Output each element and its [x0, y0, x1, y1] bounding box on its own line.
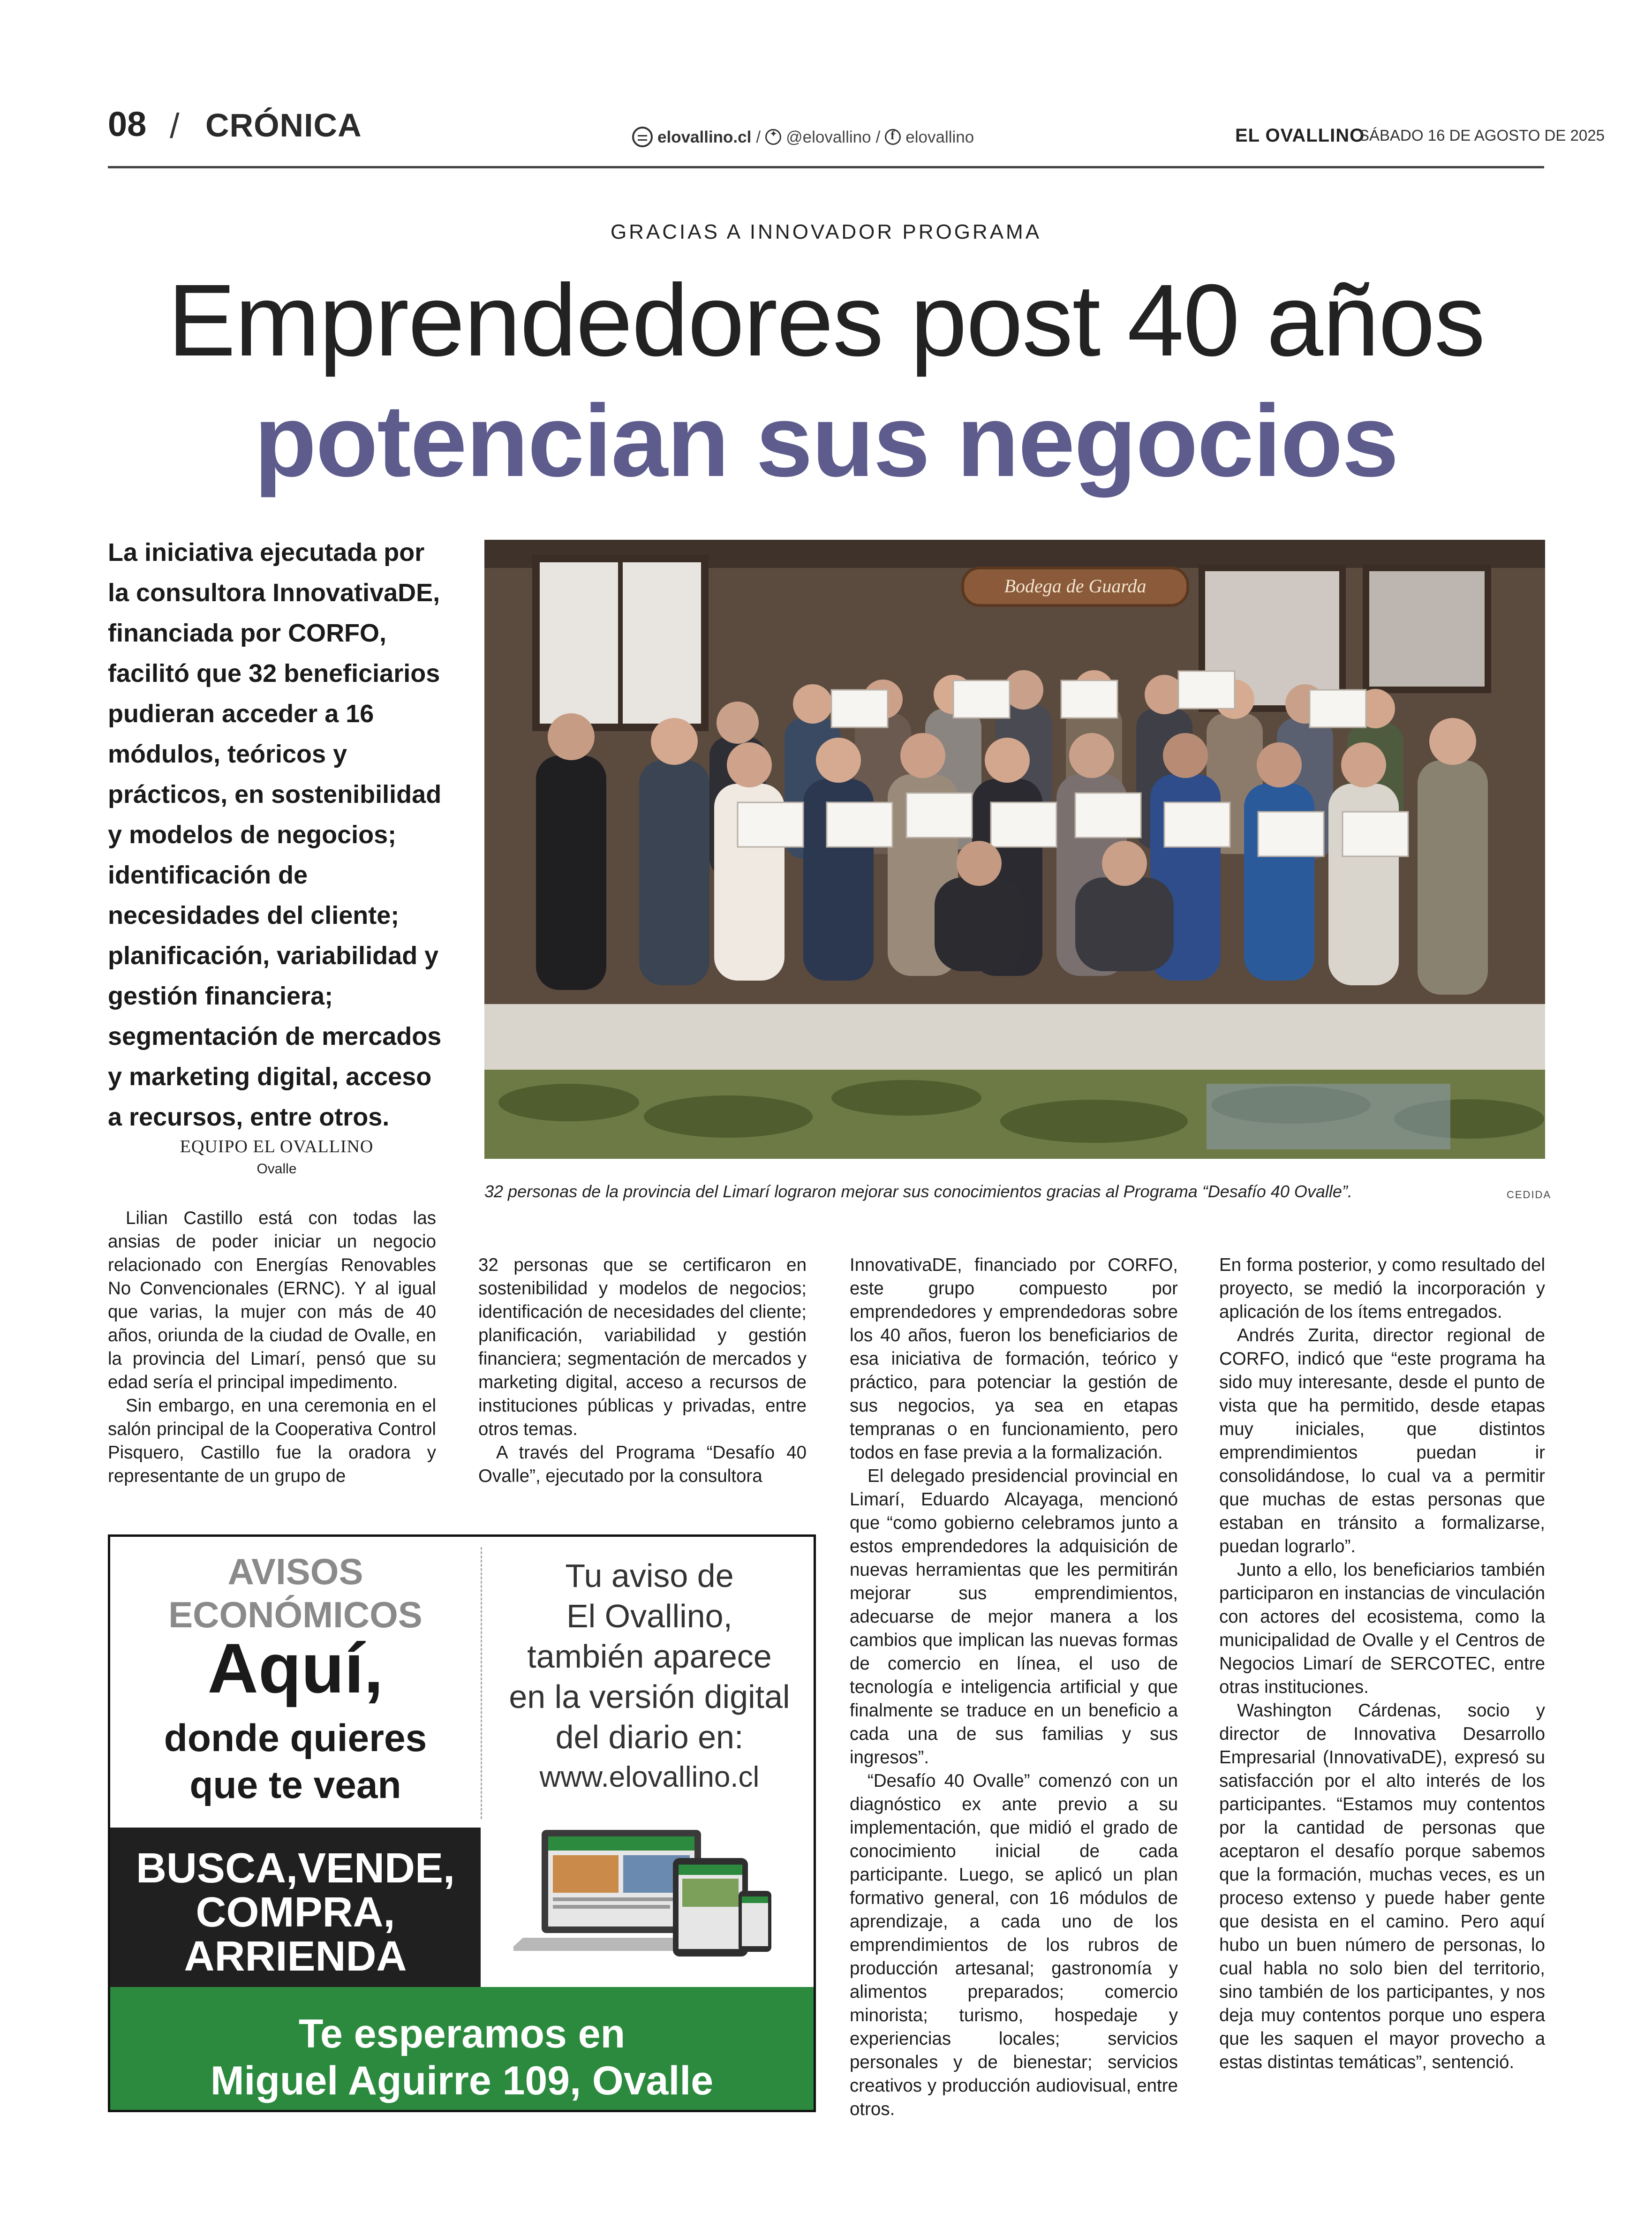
body-paragraph: Andrés Zurita, director regional de CORFO, indicó que “este programa ha sido muy interesante, desde el punto de vista que ha permitido, desde etapas muy iniciales, que distintos emprendimientos puedan ir consolidándose, lo cual va a permitir que muchas de estas personas que estaban en tránsito a formalizarse, puedan lograrlo”.	[1219, 1325, 1545, 1556]
classifieds-ad	[108, 1534, 816, 2112]
masthead: EL OVALLINO	[1235, 125, 1365, 146]
kicker: GRACIAS A INNOVADOR PROGRAMA	[610, 220, 1042, 243]
social-separator: /	[756, 128, 761, 146]
body-column-3	[850, 1254, 1178, 2121]
ad-subtitle-line: donde quieres	[164, 1717, 427, 1760]
body-column-1	[108, 1207, 436, 1488]
byline: EQUIPO EL OVALLINO	[180, 1137, 374, 1156]
page-number: 08	[108, 105, 147, 144]
ad-black-panel	[110, 1828, 481, 1987]
ad-right-line: El Ovallino,	[566, 1598, 733, 1634]
body-paragraph: 32 personas que se certificaron en sostenibilidad y modelos de negocios; identificación de necesidades del cliente; planificación, variabilidad y gestión financiera; segmentación de mercados y marketing digital, acceso a recursos de instituciones públicas y privadas, entre otros temas.	[478, 1255, 807, 1439]
dateline-place: Ovalle	[256, 1161, 297, 1177]
photo-caption: 32 personas de la provincia del Limarí lograron mejorar sus conocimientos gracias al Programa “Desafío 40 Ovalle”.	[484, 1182, 1352, 1201]
ad-subtitle	[110, 1715, 481, 1809]
social-separator: /	[875, 128, 881, 146]
ad-title	[110, 1550, 481, 1636]
facebook-handle[interactable]: elovallino	[905, 128, 974, 146]
social-links	[632, 127, 974, 147]
ad-right-panel	[485, 1556, 814, 1798]
ad-right-line: Tu aviso de	[565, 1557, 734, 1594]
headline-line-1: Emprendedores post 40 años	[167, 264, 1485, 378]
body-paragraph: A través del Programa “Desafío 40 Ovalle”, ejecutado por la consultora	[478, 1443, 807, 1486]
facebook-icon	[885, 129, 901, 145]
body-paragraph: Sin embargo, en una ceremonia en el salón principal de la Cooperativa Control Pisquero, Castillo fue la oradora y representante de un grupo de	[108, 1396, 436, 1486]
lead-paragraph: La iniciativa ejecutada por la consultora InnovativaDE, financiada por CORFO, facilitó que 32 beneficiarios pudieran acceder a 16 módulos, teóricos y prácticos, en sostenibilidad y modelos de negocios; identificación de necesidades del cliente; planificación, variabilidad y gestión financiera; segmentación de mercados y marketing digital, acceso a recursos, entre otros.	[108, 538, 442, 1131]
ad-subtitle-line: que te vean	[189, 1764, 401, 1806]
devices-illustration	[513, 1825, 776, 1968]
ad-url[interactable]: www.elovallino.cl	[539, 1761, 760, 1793]
headline-line-2: potencian sus negocios	[254, 384, 1398, 498]
body-column-4	[1219, 1254, 1545, 2074]
section-name: CRÓNICA	[205, 107, 362, 144]
body-paragraph: InnovativaDE, financiado por CORFO, este grupo compuesto por emprendedores y emprendedoras sobre los 40 años, fueron los beneficiarios de esa iniciativa de formación, teórico y práctico, para potenciar la gestión de sus negocios, ya sea en etapas tempranas o en funcionamiento, pero todos en fase previa a la formalización.	[850, 1255, 1178, 1463]
site-link[interactable]: elovallino.cl	[657, 128, 752, 146]
body-paragraph: En forma posterior, y como resultado del proyecto, se medió la incorporación y aplicación de los ítems entregados.	[1219, 1255, 1545, 1322]
ad-aqui: Aquí,	[207, 1629, 384, 1707]
body-paragraph: El delegado presidencial provincial en Limarí, Eduardo Alcayaga, mencionó que “como gobierno celebramos junto a estos emprendedores la adquisición de nuevas herramientas que les permitirán mejorar sus emprendimientos, adecuarse de mejor manera a los cambios que implican las nuevas formas de comercio en línea, el uso de tecnología e inteligencia artificial y que finalmente se traduce en un beneficio a cada una de sus familias y sus ingresos”.	[850, 1466, 1178, 1768]
edition-date: SÁBADO 16 DE AGOSTO DE 2025	[1359, 127, 1605, 144]
ad-black-line: BUSCA,VENDE,	[136, 1845, 455, 1892]
ad-right-line: en la versión digital	[509, 1678, 790, 1715]
twitter-icon	[765, 129, 781, 145]
ad-title-line: ECONÓMICOS	[168, 1594, 422, 1635]
body-paragraph: Junto a ello, los beneficiarios también participaron en instancias de vinculación con actores del ecosistema, como la municipalidad de Ovalle y el Centros de Negocios Limarí de SERCOTEC, entre otras instituciones.	[1219, 1560, 1545, 1697]
ad-address: Miguel Aguirre 109, Ovalle	[210, 2058, 714, 2103]
ad-green-line: Te esperamos en	[298, 2011, 626, 2056]
ad-left-panel	[110, 1537, 481, 1828]
ad-right-line: también aparece	[527, 1638, 772, 1675]
ad-divider	[481, 1547, 482, 1819]
twitter-handle[interactable]: @elovallino	[786, 128, 871, 146]
group-photo	[484, 540, 1545, 1159]
body-column-2	[478, 1254, 807, 1488]
header-slash: /	[170, 106, 180, 145]
header-rule	[108, 166, 1544, 168]
ad-title-line: AVISOS	[227, 1551, 363, 1592]
body-paragraph: “Desafío 40 Ovalle” comenzó con un diagnóstico ex ante previo a su implementación, que midió el grado de conocimiento inicial de cada participante. Luego, se aplicó un plan formativo general, con 16 módulos de aprendizaje, a cada uno de los emprendimientos de los rubros de producción artesanal; gastronomía y alimentos preparados; comercio minorista; turismo, hospedaje y experiencias locales; servicios personales y de bienestar; servicios creativos y producción audiovisual, entre otros.	[850, 1771, 1178, 2119]
ad-right-line: del diario en:	[555, 1719, 744, 1755]
body-paragraph: Washington Cárdenas, socio y director de Innovativa Desarrollo Empresarial (InnovativaDE), expresó su satisfacción por el alto interés de los participantes. “Estamos muy contentos por la cantidad de personas que aceptaron el desafío porque sabemos que la formación, muchas veces, es un proceso extenso y puede haber gente que desista en el camino. Pero aquí hubo un buen número de personas, lo cual habla no solo bien del territorio, sino también de los participantes, y nos deja muy contentos porque uno espera que les saquen el mayor provecho a estas distintas temáticas”, sentenció.	[1219, 1700, 1545, 2072]
ad-black-line: COMPRA,	[196, 1889, 395, 1936]
globe-icon	[632, 127, 653, 147]
photo-credit: CEDIDA	[1507, 1189, 1552, 1201]
body-paragraph: Lilian Castillo está con todas las ansias de poder iniciar un negocio relacionado con Energías Renovables No Convencionales (ERNC). Y al igual que varias, la mujer con más de 40 años, oriunda de la ciudad de Ovalle, en la provincia del Limarí, pensó que su edad sería el principal impedimento.	[108, 1208, 436, 1392]
photo-sign-text: Bodega de Guarda	[1004, 575, 1147, 597]
ad-green-banner	[110, 1987, 814, 2110]
ad-black-line: ARRIENDA	[184, 1933, 407, 1980]
